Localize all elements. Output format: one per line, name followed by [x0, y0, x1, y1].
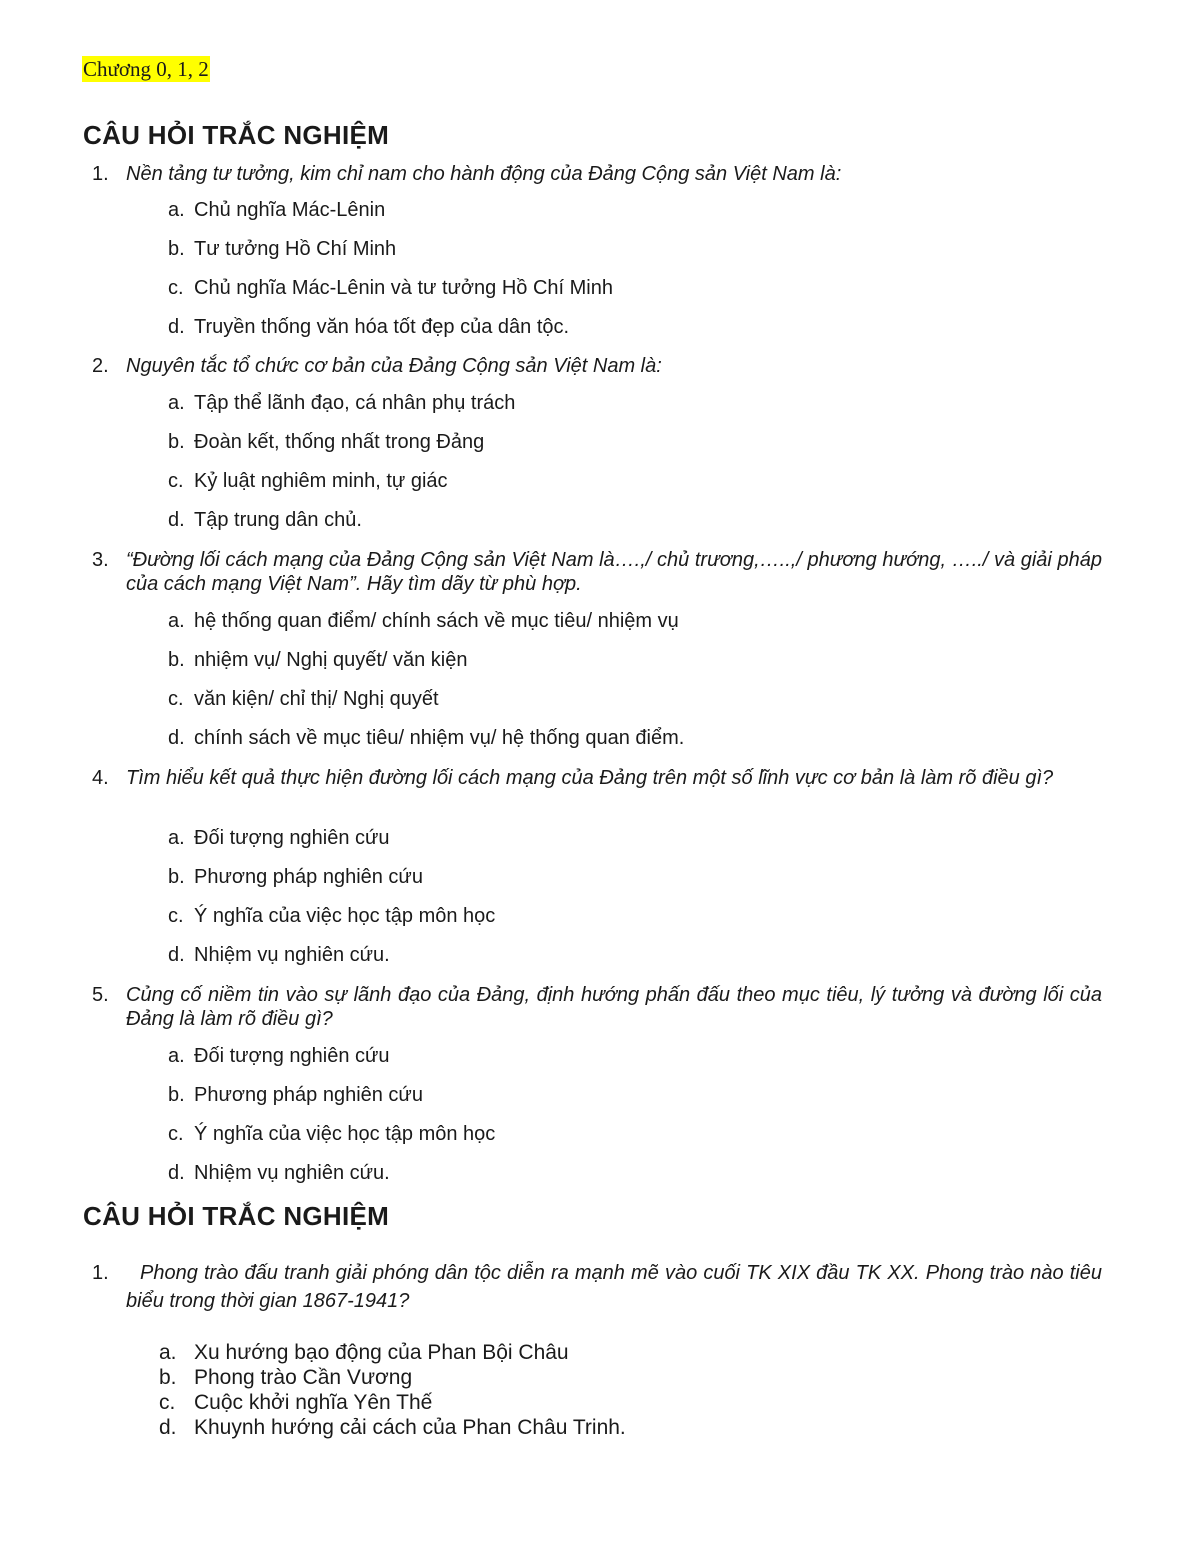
option-text: Xu hướng bạo động của Phan Bội Châu: [194, 1341, 569, 1364]
option-2c: [168, 469, 448, 493]
question-number: 2.: [92, 355, 109, 377]
question-number: 4.: [92, 767, 109, 789]
option-letter: d.: [168, 727, 185, 749]
option-text: Kỷ luật nghiêm minh, tự giác: [194, 470, 448, 492]
option-text: Truyền thống văn hóa tốt đẹp của dân tộc.: [194, 316, 570, 338]
option-text: Tập thể lãnh đạo, cá nhân phụ trách: [194, 392, 516, 414]
option-letter: b.: [168, 431, 185, 453]
question-text: Củng cố niềm tin vào sự lãnh đạo của Đảng, định hướng phấn đấu theo mục tiêu, lý tưởng và đường lối của Đảng là làm rõ điều gì?: [126, 984, 1102, 1030]
option-text: Chủ nghĩa Mác-Lênin: [194, 199, 386, 221]
option-text: Phương pháp nghiên cứu: [194, 1084, 423, 1106]
option-3c: [168, 687, 439, 711]
option-letter: a.: [168, 1045, 185, 1067]
question-s2-1: [92, 1259, 1102, 1315]
option-text: Cuộc khởi nghĩa Yên Thế: [194, 1391, 433, 1414]
option-text: Ý nghĩa của việc học tập môn học: [194, 905, 496, 927]
option-text: văn kiện/ chỉ thị/ Nghị quyết: [194, 688, 439, 710]
option-1c: [168, 276, 613, 300]
option-letter: d.: [168, 1162, 185, 1184]
option-text: Khuynh hướng cải cách của Phan Châu Trinh.: [194, 1416, 626, 1439]
option-s2-c: [159, 1390, 432, 1415]
option-4a: [168, 826, 390, 850]
option-letter: c.: [168, 688, 184, 710]
option-4d: [168, 943, 390, 967]
option-3d: [168, 726, 684, 750]
option-letter: d.: [168, 944, 185, 966]
option-1d: [168, 315, 569, 339]
question-number: 3.: [92, 549, 109, 571]
option-text: Đoàn kết, thống nhất trong Đảng: [194, 431, 485, 453]
question-text: Nguyên tắc tổ chức cơ bản của Đảng Cộng sản Việt Nam là:: [126, 355, 662, 377]
option-letter: a.: [168, 610, 185, 632]
option-2d: [168, 508, 362, 532]
question-text: Nền tảng tư tưởng, kim chỉ nam cho hành động của Đảng Cộng sản Việt Nam là:: [126, 163, 842, 185]
option-s2-b: [159, 1365, 412, 1390]
option-letter: a.: [159, 1341, 177, 1364]
option-text: Tư tưởng Hồ Chí Minh: [194, 238, 397, 260]
section-heading: CÂU HỎI TRẮC NGHIỆM: [83, 120, 390, 150]
option-1a: [168, 198, 385, 222]
option-letter: b.: [168, 238, 185, 260]
option-2a: [168, 391, 515, 415]
question-3: [92, 548, 1102, 596]
option-letter: a.: [168, 199, 185, 221]
question-1: [92, 162, 1102, 186]
option-letter: d.: [159, 1416, 177, 1439]
option-text: nhiệm vụ/ Nghị quyết/ văn kiện: [194, 649, 468, 671]
section-heading: CÂU HỎI TRẮC NGHIỆM: [83, 1201, 390, 1231]
chapter-label: Chương 0, 1, 2: [83, 57, 209, 81]
option-text: Chủ nghĩa Mác-Lênin và tư tưởng Hồ Chí Minh: [194, 277, 613, 299]
question-text: Phong trào đấu tranh giải phóng dân tộc diễn ra mạnh mẽ vào cuối TK XIX đầu TK XX. Phong trào nào tiêu biểu trong thời gian 1867-1941?: [126, 1262, 1102, 1312]
option-letter: a.: [168, 392, 185, 414]
option-letter: c.: [168, 1123, 184, 1145]
question-4: [92, 766, 1102, 790]
option-letter: c.: [168, 470, 184, 492]
option-s2-d: [159, 1415, 626, 1440]
question-5: [92, 983, 1102, 1031]
option-s2-a: [159, 1340, 569, 1365]
option-text: chính sách về mục tiêu/ nhiệm vụ/ hệ thống quan điểm.: [194, 727, 685, 749]
option-2b: [168, 430, 484, 454]
option-5d: [168, 1161, 390, 1185]
option-text: Đối tượng nghiên cứu: [194, 827, 390, 849]
option-letter: c.: [168, 277, 184, 299]
option-4c: [168, 904, 495, 928]
option-5c: [168, 1122, 495, 1146]
question-number: 1.: [92, 163, 109, 185]
option-text: Đối tượng nghiên cứu: [194, 1045, 390, 1067]
option-letter: a.: [168, 827, 185, 849]
option-letter: b.: [159, 1366, 177, 1389]
option-4b: [168, 865, 423, 889]
option-3b: [168, 648, 468, 672]
option-5b: [168, 1083, 423, 1107]
option-letter: b.: [168, 649, 185, 671]
option-text: Nhiệm vụ nghiên cứu.: [194, 944, 390, 966]
option-text: Tập trung dân chủ.: [194, 509, 362, 531]
option-letter: b.: [168, 1084, 185, 1106]
question-number: 1.: [92, 1262, 109, 1284]
option-letter: d.: [168, 509, 185, 531]
option-text: Phương pháp nghiên cứu: [194, 866, 423, 888]
option-3a: [168, 609, 679, 633]
option-letter: d.: [168, 316, 185, 338]
option-5a: [168, 1044, 390, 1068]
question-number: 5.: [92, 984, 109, 1006]
question-text: Tìm hiểu kết quả thực hiện đường lối cách mạng của Đảng trên một số lĩnh vực cơ bản là làm rõ điều gì?: [126, 767, 1054, 789]
option-letter: b.: [168, 866, 185, 888]
option-text: Nhiệm vụ nghiên cứu.: [194, 1162, 390, 1184]
option-1b: [168, 237, 396, 261]
question-2: [92, 354, 1102, 378]
option-text: hệ thống quan điểm/ chính sách về mục tiêu/ nhiệm vụ: [194, 610, 679, 632]
question-text: “Đường lối cách mạng của Đảng Cộng sản Việt Nam là….,/ chủ trương,…..,/ phương hướng, …../ và giải pháp của cách mạng Việt Nam”. Hãy tìm dãy từ phù hợp.: [126, 549, 1102, 595]
option-letter: c.: [159, 1391, 176, 1414]
option-letter: c.: [168, 905, 184, 927]
option-text: Phong trào Cần Vương: [194, 1366, 413, 1389]
option-text: Ý nghĩa của việc học tập môn học: [194, 1123, 496, 1145]
